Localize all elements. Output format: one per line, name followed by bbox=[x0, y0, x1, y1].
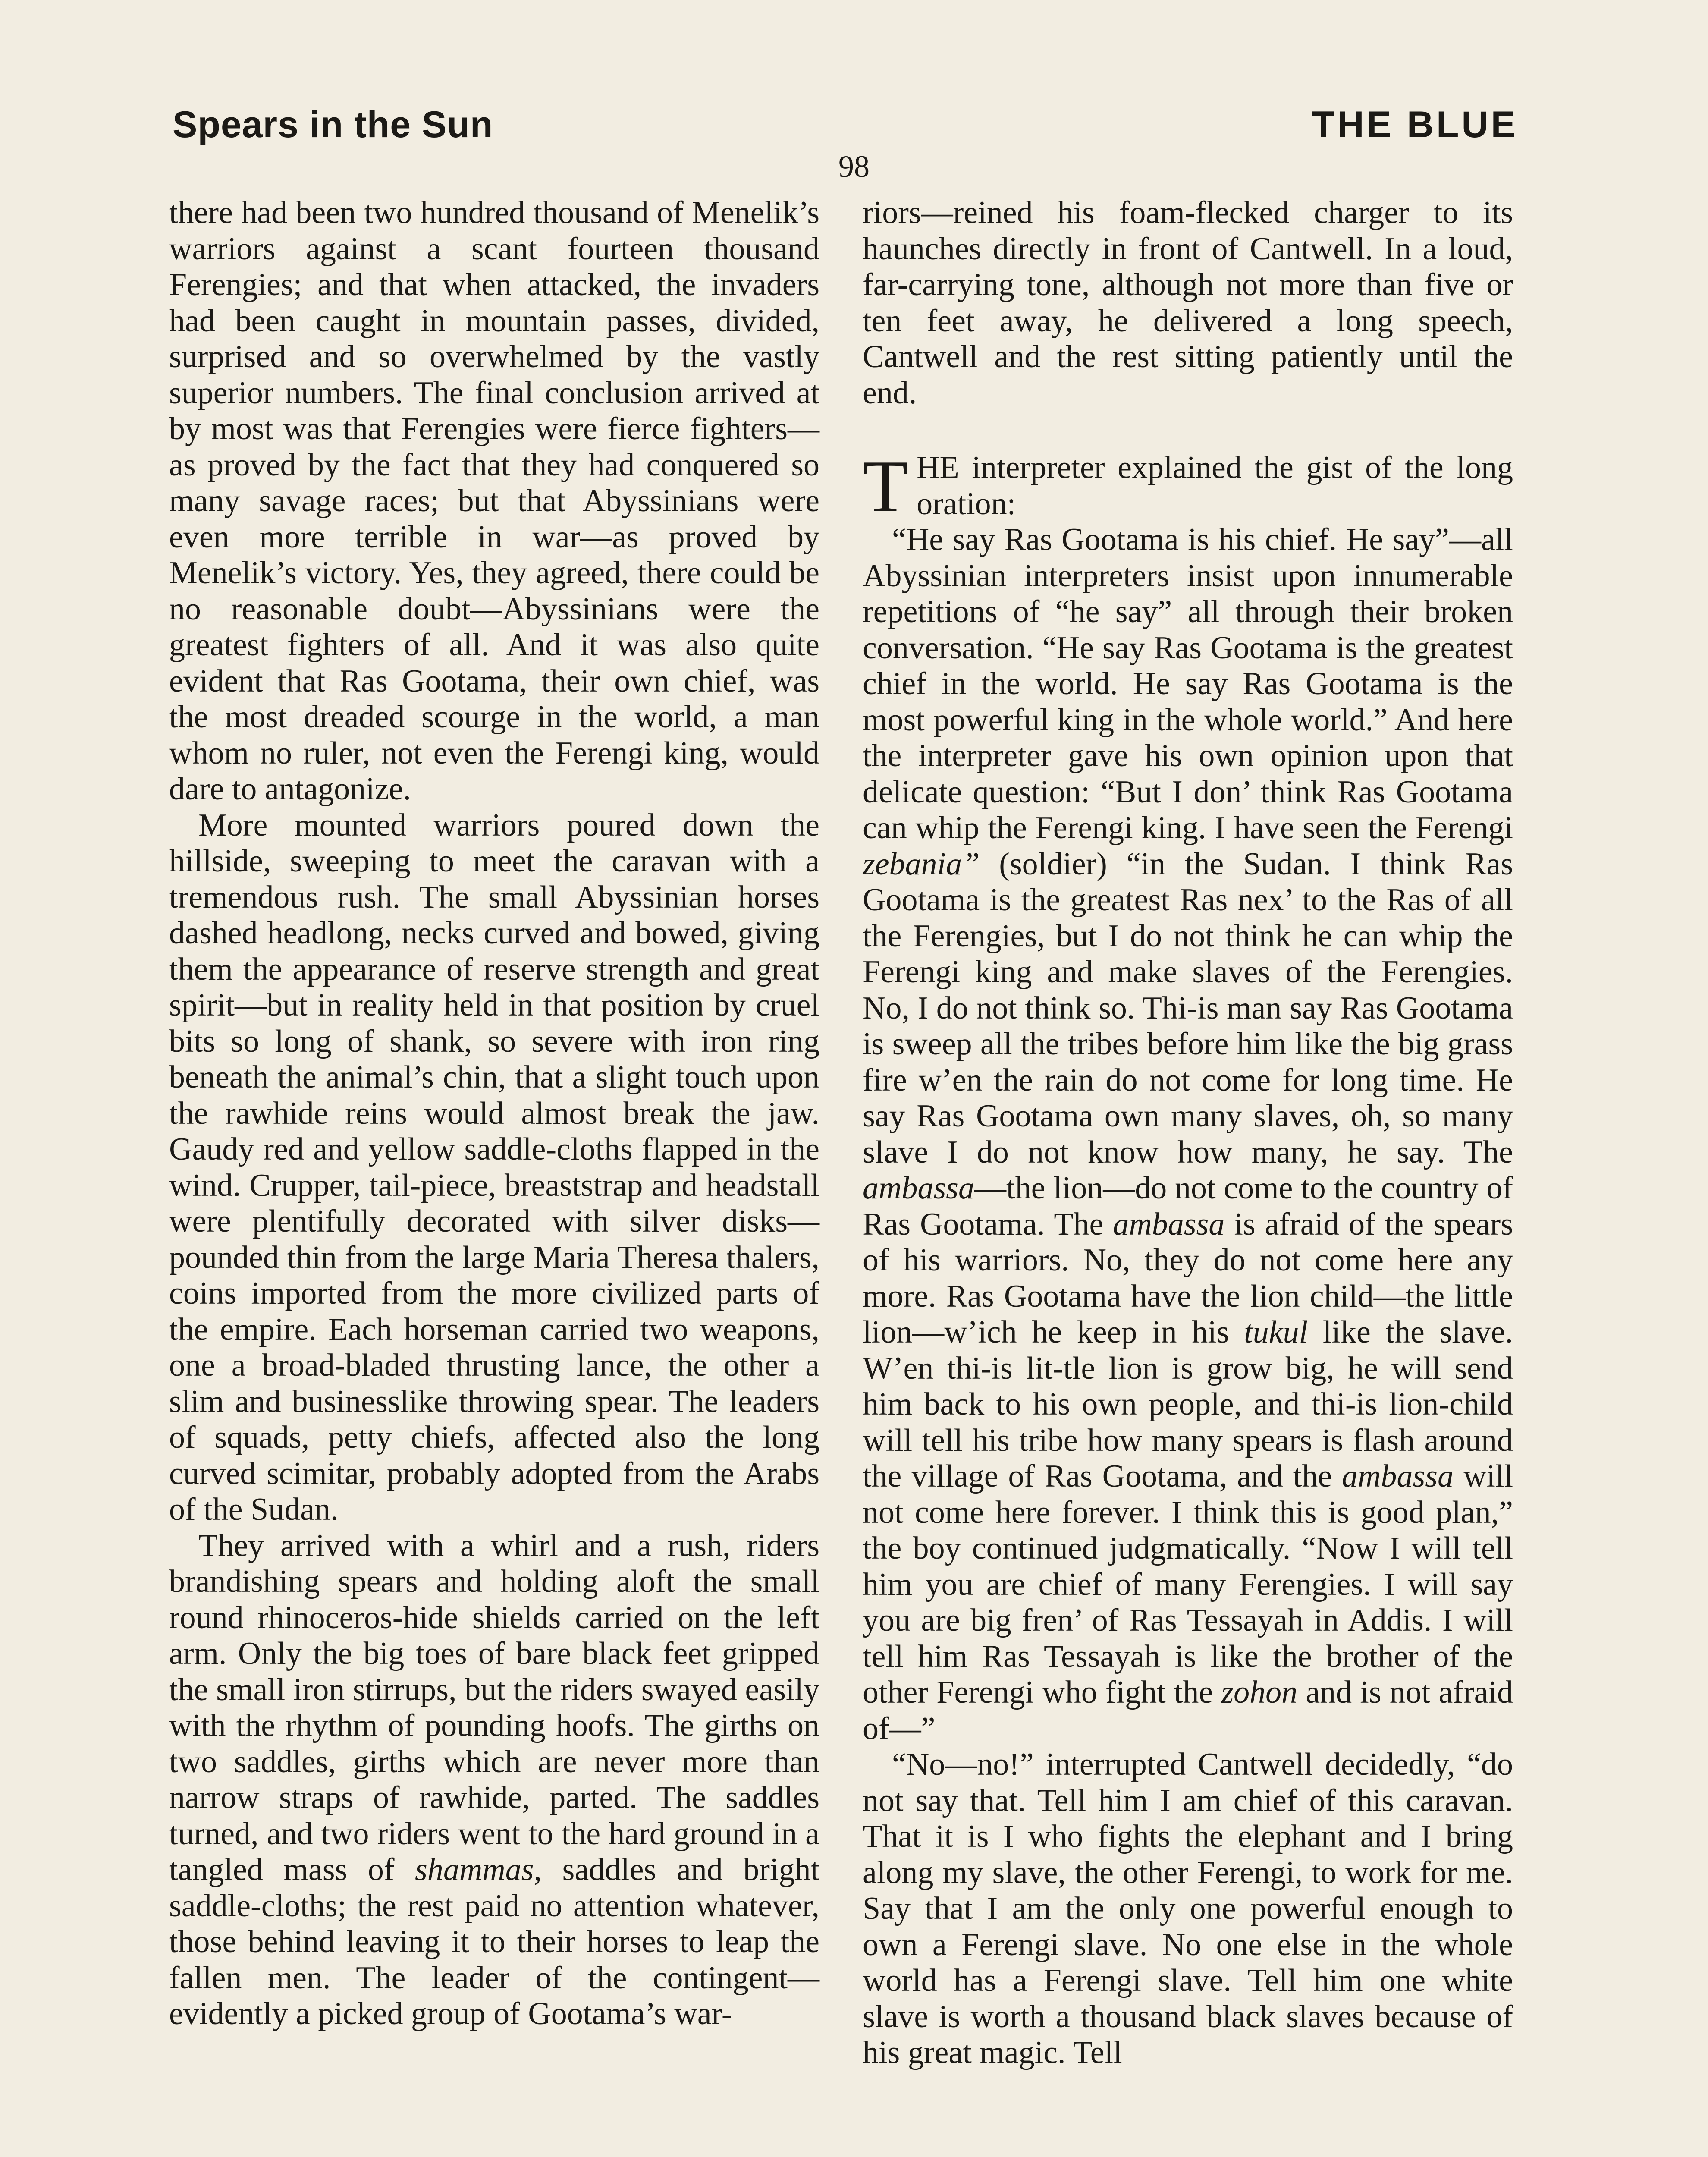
italic-text: zohon bbox=[1221, 1675, 1298, 1710]
text-run: will not come here forever. I think this is good plan,” the boy continued judgmatically. “Now I will tell him you are chief of many Ferengies. I will say you are big fren’ of Ras Tessayah in Addis. I will tell him Ras Tessayah is like the brother of the other Ferengi who fight the bbox=[863, 1459, 1513, 1710]
text-run: like the slave. W’en thi-is lit-tle lion is grow big, he will send him back to his own people, and thi-is lion-child will tell his tribe how many spears is flash around the village of Ras Gootama, and the bbox=[863, 1314, 1513, 1494]
drop-cap: T bbox=[863, 446, 908, 528]
section-opening-paragraph bbox=[863, 446, 1513, 528]
page-header bbox=[173, 104, 1518, 151]
italic-text: tukul bbox=[1244, 1314, 1308, 1350]
paragraph: there had been two hundred thousand of Menelik’s warriors against a scant fourteen thousand Ferengies; and that when attacked, the invaders had been caught in mountain passes, divided, surprised and so overwhelmed by the vastly superior numbers. The final conclusion arrived at by most was that Ferengies were fierce fighters—as proved by the fact that they had conquered so many savage races; but that Abyssinians were even more terrible in war—as proved by Menelik’s victory. Yes, they agreed, there could be no reasonable doubt—Abyssinians were the greatest fighters of all. And it was also quite evident that Ras Gootama, their own chief, was the most dreaded scourge in the world, a man whom no ruler, not even the Ferengi king, would dare to antagonize. bbox=[169, 195, 819, 807]
text-run: They arrived with a whirl and a rush, riders brandishing spears and holding aloft the small round rhinoceros-hide shields carried on the left arm. Only the big toes of bare black feet gripped the small iron stirrups, but the riders swayed easily with the rhythm of pounding hoofs. The girths on two saddles, girths which are never more than narrow straps of rawhide, parted. The saddles turned, and two riders went to the hard ground in a tangled mass of bbox=[169, 1528, 819, 1887]
text-run: saddles and bright saddle-cloths; the rest paid no attention whatever, those behind leaving it to their horses to leap the fallen men. The leader of the contingent—evidently a picked group of Gootama’s war- bbox=[169, 1852, 820, 2031]
text-run: (soldier) “in the Sudan. I think Ras Gootama is the greatest Ras nex’ to the Ras of all the Ferengies, but I do not think he can whip the Ferengi king and make slaves of the Ferengies. No, I do not think so. Thi-is man say Ras Gootama is sweep all the tribes before him like the big grass fire w’en the rain do not come for long time. He say Ras Gootama own many slaves, oh, so many slave I do not know how many, he say. The bbox=[863, 846, 1513, 1170]
text-run: —the lion—do not come to the country of Ras Gootama. The bbox=[863, 1170, 1513, 1242]
right-column bbox=[863, 195, 1513, 2071]
italic-text: ambassa bbox=[1113, 1206, 1225, 1242]
running-title: Spears in the Sun bbox=[173, 104, 493, 145]
italic-text: ambassa bbox=[1342, 1459, 1454, 1494]
italic-text: zebania” bbox=[863, 846, 980, 882]
text-run: and is not afraid of—” bbox=[863, 1675, 1513, 1746]
paragraph: “No—no!” interrupted Cantwell decidedly, “do not say that. Tell him I am chief of this caravan. That it is I who fights the elephant and I bring along my slave, the other Ferengi, to work for me. Say that I am the only one powerful enough to own a Ferengi slave. No one else in the whole world has a Ferengi slave. Tell him one white slave is worth a thousand black slaves because of his great magic. Tell bbox=[863, 1747, 1513, 2070]
left-column bbox=[169, 195, 819, 2032]
paragraph bbox=[169, 1528, 819, 2032]
paragraph: More mounted warriors poured down the hillside, sweeping to meet the caravan with a tremendous rush. The small Abyssinian horses dashed headlong, necks curved and bowed, giving them the appearance of reserve strength and great spirit—but in reality held in that position by cruel bits so long of shank, so severe with iron ring beneath the animal’s chin, that a slight touch upon the rawhide reins would almost break the jaw. Gaudy red and yellow saddle-cloths flapped in the wind. Crupper, tail-piece, breaststrap and headstall were plentifully decorated with silver disks—pounded thin from the large Maria Theresa thalers, coins imported from the more civilized parts of the empire. Each horseman carried two weapons, one a broad-bladed thrusting lance, the other a slim and businesslike throwing spear. The leaders of squads, petty chiefs, affected also the long curved scimitar, probably adopted from the Arabs of the Sudan. bbox=[169, 807, 819, 1527]
text-run: HE interpreter explained the gist of the long oration: bbox=[917, 450, 1513, 522]
text-run: is afraid of the spears of his warriors. No, they do not come here any more. Ras Gootama have the lion child—the little lion—w’ich he keep in his bbox=[863, 1206, 1513, 1350]
italic-text: shammas, bbox=[415, 1852, 542, 1887]
paragraph bbox=[863, 522, 1513, 1747]
italic-text: ambassa bbox=[863, 1170, 975, 1206]
magazine-title: THE BLUE bbox=[1312, 104, 1518, 145]
text-run: “He say Ras Gootama is his chief. He say”—all Abyssinian interpreters insist upon innumerable repetitions of “he say” all through their broken conversation. “He say Ras Gootama is the greatest chief in the world. He say Ras Gootama is the most powerful king in the whole world.” And here the interpreter gave his own opinion upon that delicate question: “But I don’ think Ras Gootama can whip the Ferengi king. I have seen the Ferengi bbox=[863, 522, 1513, 846]
page-number: 98 bbox=[838, 149, 870, 184]
paragraph: riors—reined his foam-flecked charger to its haunches directly in front of Cantwell. In a loud, far-carrying tone, although not more than five or ten feet away, he delivered a long speech, Cantwell and the rest sitting patiently until the end. bbox=[863, 195, 1513, 411]
